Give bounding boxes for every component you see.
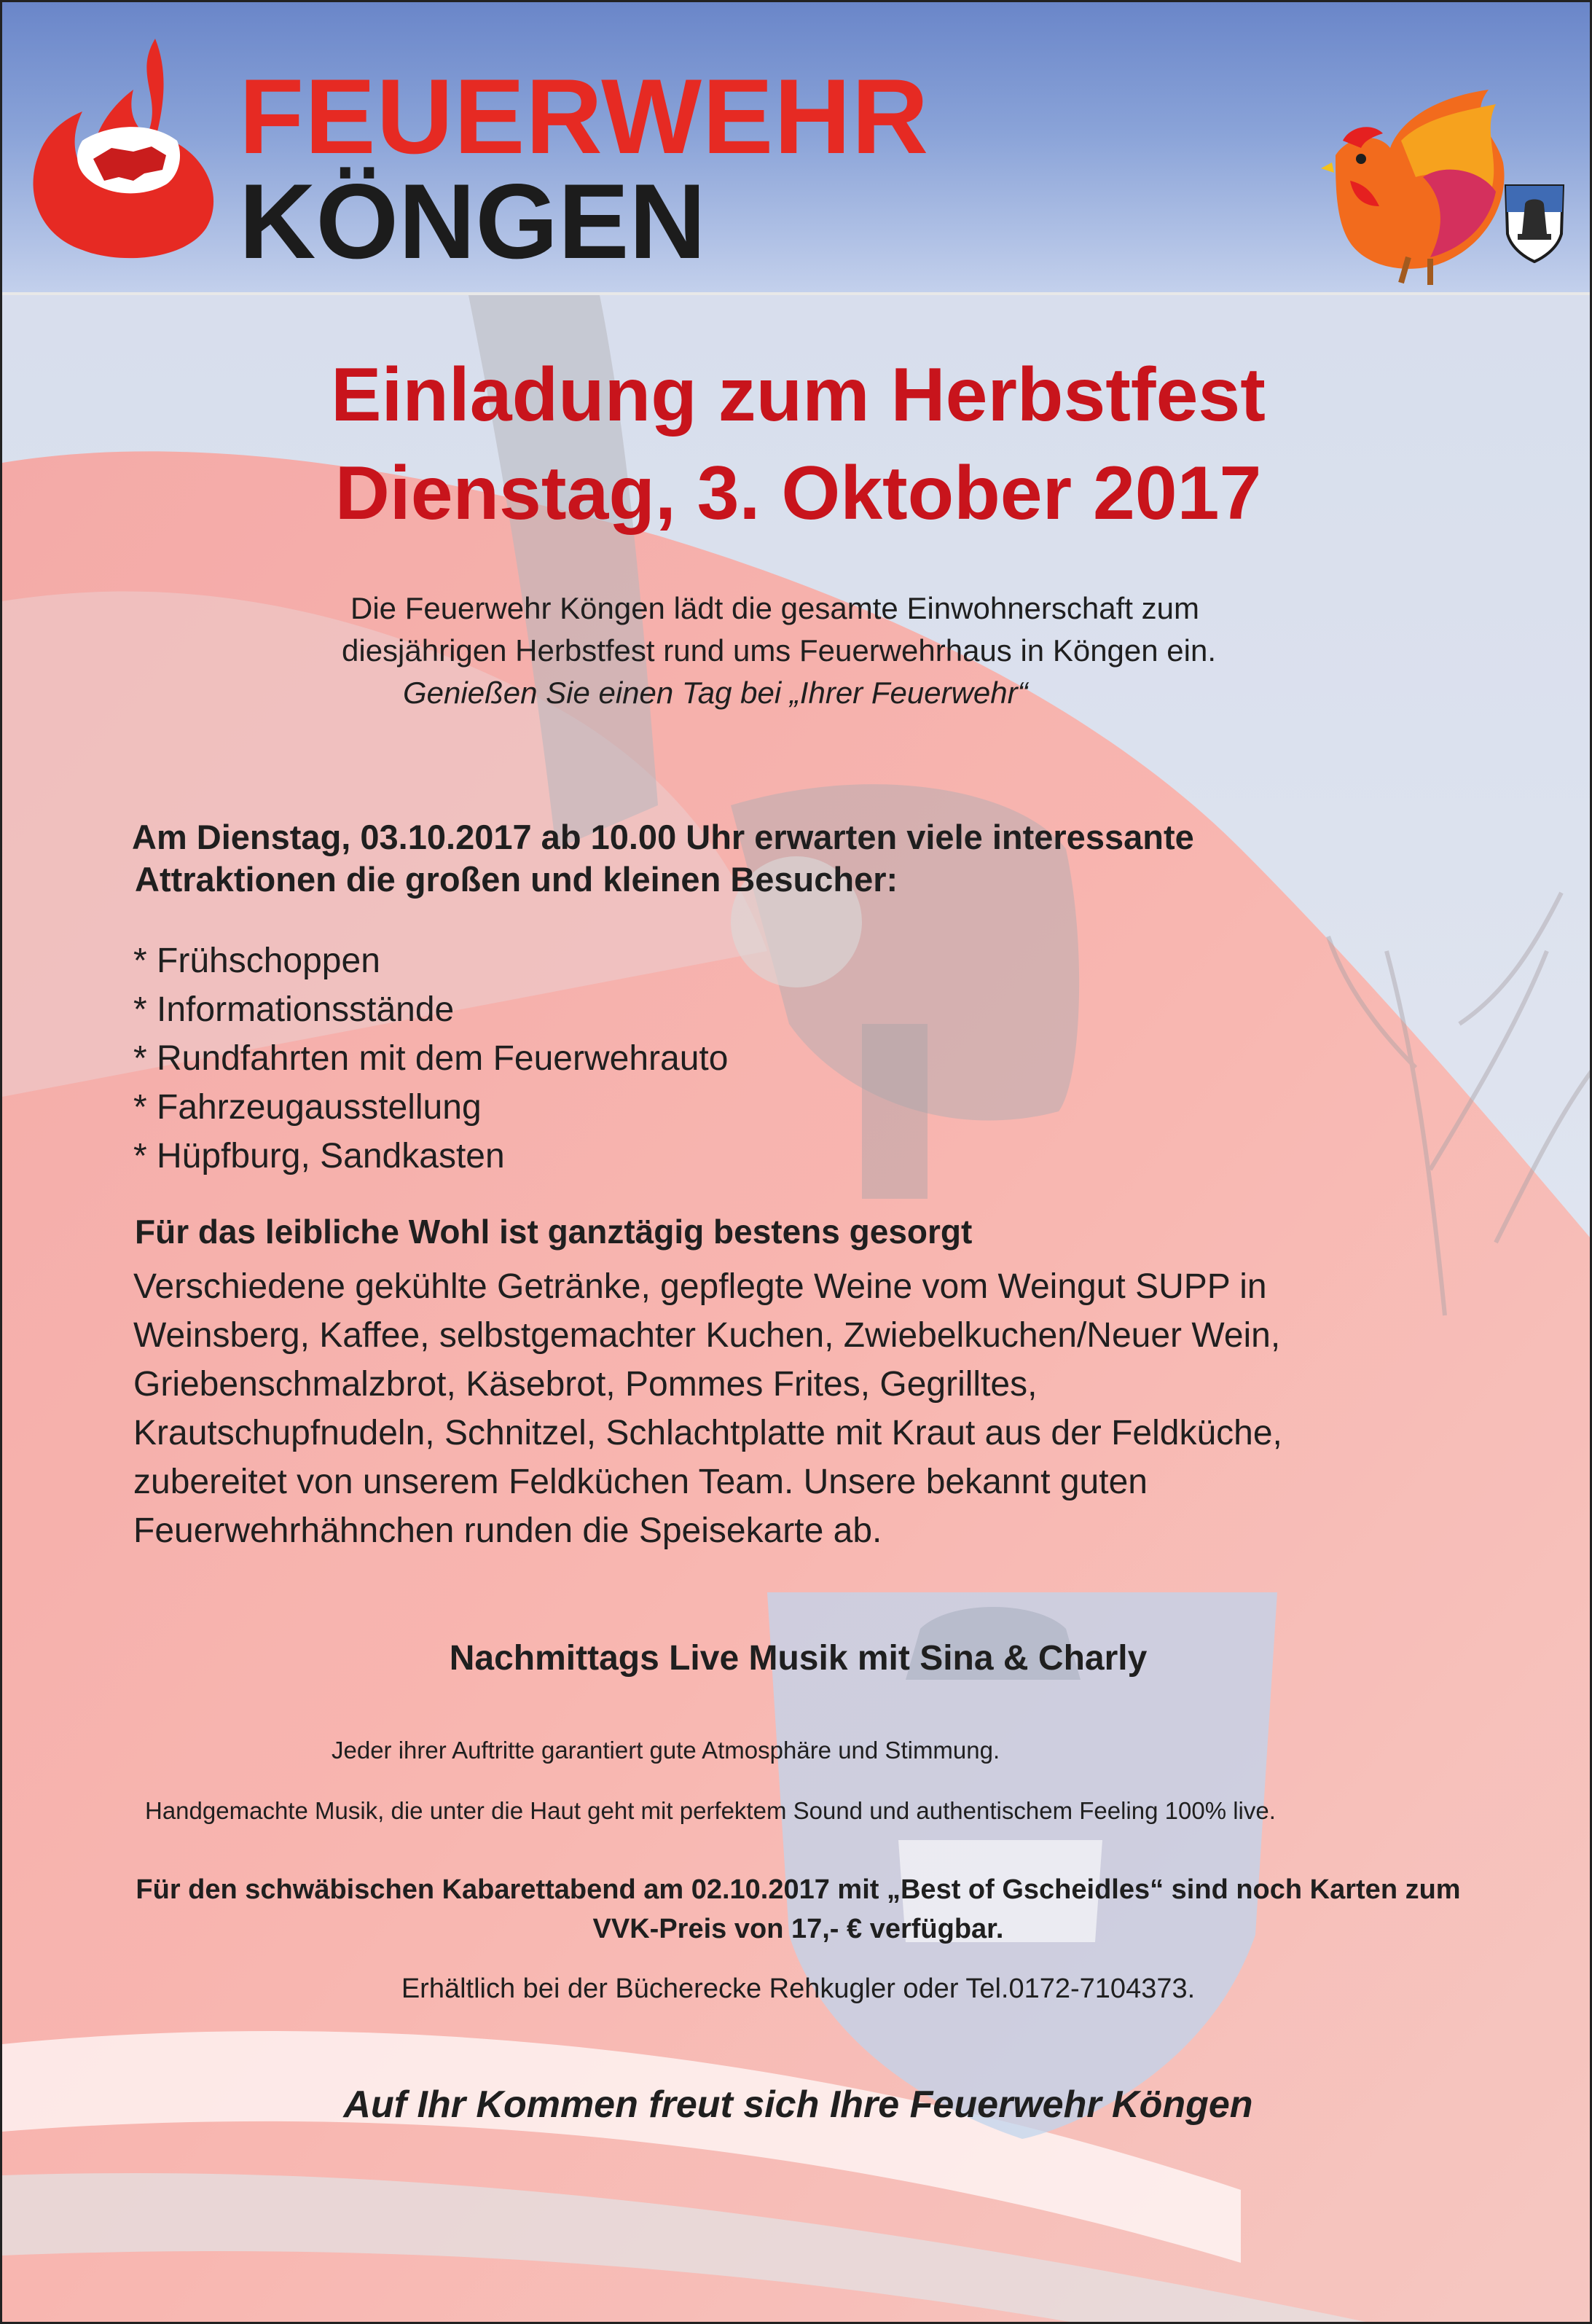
rooster-icon (1321, 90, 1518, 286)
music-description: Handgemachte Musik, die unter die Haut geht mit perfektem Sound und authentischem Feeling 100% live. (145, 1797, 1276, 1824)
food-line: Weinsberg, Kaffee, selbstgemachter Kuchen, Zwiebelkuchen/Neuer Wein, (133, 1316, 1281, 1355)
food-line: Krautschupfnudeln, Schnitzel, Schlachtplatte mit Kraut aus der Feldküche, (133, 1414, 1282, 1452)
event-date-title: Dienstag, 3. Oktober 2017 (334, 451, 1262, 536)
ticket-contact: Erhältlich bei der Bücherecke Rehkugler oder Tel.0172-7104373. (401, 1973, 1196, 2004)
food-line: Verschiedene gekühlte Getränke, gepflegte Weine vom Weingut SUPP in (133, 1267, 1267, 1306)
list-item: * Fahrzeugausstellung (133, 1088, 482, 1127)
logo-wordmark-koengen: KÖNGEN (239, 162, 706, 281)
food-line: Griebenschmalzbrot, Käsebrot, Pommes Frites, Gegrilltes, (133, 1365, 1038, 1404)
food-line: zubereitet von unserem Feldküchen Team. Unsere bekannt guten (133, 1463, 1148, 1501)
food-heading: Für das leibliche Wohl ist ganztägig bestens gesorgt (135, 1213, 973, 1251)
intro-tagline: Genießen Sie einen Tag bei „Ihrer Feuerwehr“ (403, 676, 1028, 710)
list-item: * Rundfahrten mit dem Feuerwehrauto (133, 1039, 729, 1078)
music-heading: Nachmittags Live Musik mit Sina & Charly (449, 1639, 1148, 1678)
flame-lion-icon (24, 31, 243, 265)
kabarett-price: VVK-Preis von 17,- € verfügbar. (592, 1914, 1004, 1944)
closing-line: Auf Ihr Kommen freut sich Ihre Feuerwehr Köngen (343, 2084, 1253, 2126)
event-title: Einladung zum Herbstfest (331, 353, 1266, 437)
list-item: * Frühschoppen (133, 942, 380, 980)
list-item: * Hüpfburg, Sandkasten (133, 1137, 505, 1175)
list-item: * Informationsstände (133, 990, 455, 1029)
attractions-heading: Am Dienstag, 03.10.2017 ab 10.00 Uhr erwarten viele interessante (132, 818, 1194, 856)
header-divider (2, 292, 1592, 295)
intro-line: diesjährigen Herbstfest rund ums Feuerwehrhaus in Köngen ein. (342, 633, 1217, 668)
bell-crest-icon (1503, 183, 1566, 263)
logo-wordmark-feuerwehr: FEUERWEHR (239, 57, 930, 176)
attractions-heading: Attraktionen die großen und kleinen Besucher: (135, 860, 898, 899)
food-line: Feuerwehrhähnchen runden die Speisekarte ab. (133, 1511, 882, 1550)
music-description: Jeder ihrer Auftritte garantiert gute Atmosphäre und Stimmung. (332, 1737, 1000, 1764)
intro-line: Die Feuerwehr Köngen lädt die gesamte Einwohnerschaft zum (350, 591, 1199, 625)
kabarett-notice: Für den schwäbischen Kabarettabend am 02.10.2017 mit „Best of Gscheidles“ sind noch Karten zum (136, 1874, 1461, 1905)
